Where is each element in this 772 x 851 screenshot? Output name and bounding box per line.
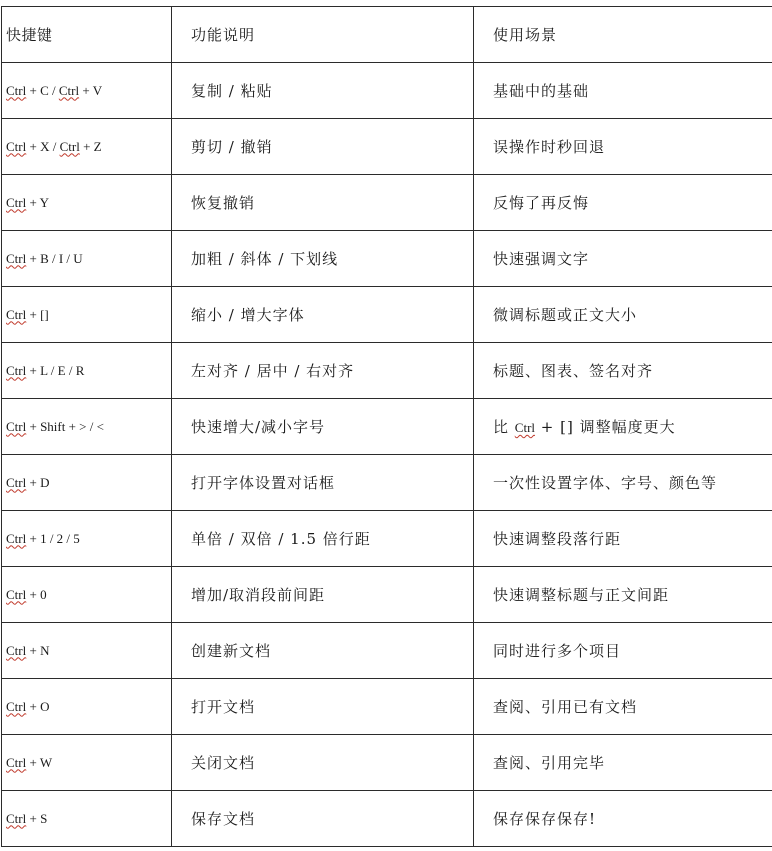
shortcut-cell xyxy=(2,119,172,175)
function-cell: 快速增大/减小字号 xyxy=(172,399,474,455)
ctrl-key-text: Ctrl xyxy=(514,420,536,435)
key-combo-text: + 1 / 2 / 5 xyxy=(26,530,80,546)
scenario-cell: 快速强调文字 xyxy=(474,231,772,287)
shortcut-cell xyxy=(2,567,172,623)
scenario-cell: 基础中的基础 xyxy=(474,63,772,119)
table-row xyxy=(2,287,772,343)
key-combo-text: + N xyxy=(26,642,50,658)
function-cell: 左对齐 / 居中 / 右对齐 xyxy=(172,343,474,399)
scenario-cell: 误操作时秒回退 xyxy=(474,119,772,175)
ctrl-key-text: Ctrl xyxy=(6,474,27,490)
key-combo-text: + L / E / R xyxy=(26,362,85,378)
shortcut-cell xyxy=(2,175,172,231)
table-row xyxy=(2,679,772,735)
function-cell: 创建新文档 xyxy=(172,623,474,679)
ctrl-key-text: Ctrl xyxy=(6,810,27,826)
key-combo-text: + O xyxy=(26,698,50,714)
table-row xyxy=(2,343,772,399)
scenario-cell: 同时进行多个项目 xyxy=(474,623,772,679)
table-row xyxy=(2,399,772,455)
scenario-cell: 反悔了再反悔 xyxy=(474,175,772,231)
scenario-cell: 快速调整段落行距 xyxy=(474,511,772,567)
table-row xyxy=(2,735,772,791)
shortcut-cell xyxy=(2,791,172,847)
scenario-cell: 查阅、引用完毕 xyxy=(474,735,772,791)
scenario-cell: 快速调整标题与正文间距 xyxy=(474,567,772,623)
key-combo-text: + V xyxy=(79,82,103,98)
shortcut-cell xyxy=(2,343,172,399)
header-cell-shortcut: 快捷键 xyxy=(2,7,172,63)
key-combo-text: + W xyxy=(26,754,53,770)
scenario-cell: 保存保存保存! xyxy=(474,791,772,847)
function-cell: 缩小 / 增大字体 xyxy=(172,287,474,343)
ctrl-key-text: Ctrl xyxy=(6,698,27,714)
ctrl-key-text: Ctrl xyxy=(59,138,80,154)
function-cell: 剪切 / 撤销 xyxy=(172,119,474,175)
key-combo-text: + C / xyxy=(26,82,59,98)
table-row xyxy=(2,231,772,287)
function-cell: 关闭文档 xyxy=(172,735,474,791)
ctrl-key-text: Ctrl xyxy=(6,82,27,98)
key-combo-text: + Y xyxy=(26,194,49,210)
shortcut-cell xyxy=(2,399,172,455)
key-combo-text: + X / xyxy=(26,138,60,154)
scenario-text: 比 xyxy=(493,418,515,436)
shortcut-cell xyxy=(2,231,172,287)
ctrl-key-text: Ctrl xyxy=(6,306,27,322)
table-row xyxy=(2,119,772,175)
scenario-cell: 标题、图表、签名对齐 xyxy=(474,343,772,399)
document-page xyxy=(1,6,772,847)
scenario-cell: 一次性设置字体、字号、颜色等 xyxy=(474,455,772,511)
ctrl-key-text: Ctrl xyxy=(6,194,27,210)
table-row xyxy=(2,455,772,511)
shortcut-cell xyxy=(2,679,172,735)
ctrl-key-text: Ctrl xyxy=(6,138,27,154)
function-cell: 打开文档 xyxy=(172,679,474,735)
table-row xyxy=(2,791,772,847)
key-combo-text: + 0 xyxy=(26,586,47,602)
function-cell: 保存文档 xyxy=(172,791,474,847)
table-header-row xyxy=(2,7,772,63)
header-cell-scenario: 使用场景 xyxy=(474,7,772,63)
shortcut-cell xyxy=(2,63,172,119)
function-cell: 增加/取消段前间距 xyxy=(172,567,474,623)
scenario-text: + [] 调整幅度更大 xyxy=(535,418,676,436)
table-row xyxy=(2,567,772,623)
shortcut-cell xyxy=(2,287,172,343)
scenario-cell: 查阅、引用已有文档 xyxy=(474,679,772,735)
table-row xyxy=(2,63,772,119)
ctrl-key-text: Ctrl xyxy=(6,250,27,266)
shortcut-cell xyxy=(2,511,172,567)
shortcut-table xyxy=(1,6,772,847)
scenario-cell xyxy=(474,399,772,455)
table-row xyxy=(2,511,772,567)
key-combo-text: + Z xyxy=(79,138,102,154)
table-row xyxy=(2,175,772,231)
ctrl-key-text: Ctrl xyxy=(58,82,80,98)
ctrl-key-text: Ctrl xyxy=(6,754,27,770)
shortcut-cell xyxy=(2,735,172,791)
key-combo-text: + D xyxy=(26,474,50,490)
function-cell: 恢复撤销 xyxy=(172,175,474,231)
ctrl-key-text: Ctrl xyxy=(6,642,27,658)
shortcut-cell xyxy=(2,623,172,679)
shortcut-cell xyxy=(2,455,172,511)
key-combo-text: + Shift + > / < xyxy=(26,418,104,434)
key-combo-text: + S xyxy=(26,810,48,826)
function-cell: 单倍 / 双倍 / 1.5 倍行距 xyxy=(172,511,474,567)
ctrl-key-text: Ctrl xyxy=(6,586,27,602)
key-combo-text: + [] xyxy=(26,306,49,322)
header-cell-function: 功能说明 xyxy=(172,7,474,63)
table-row xyxy=(2,623,772,679)
function-cell: 复制 / 粘贴 xyxy=(172,63,474,119)
ctrl-key-text: Ctrl xyxy=(6,418,27,434)
ctrl-key-text: Ctrl xyxy=(6,530,27,546)
key-combo-text: + B / I / U xyxy=(26,250,83,266)
ctrl-key-text: Ctrl xyxy=(6,362,27,378)
scenario-cell: 微调标题或正文大小 xyxy=(474,287,772,343)
function-cell: 加粗 / 斜体 / 下划线 xyxy=(172,231,474,287)
function-cell: 打开字体设置对话框 xyxy=(172,455,474,511)
